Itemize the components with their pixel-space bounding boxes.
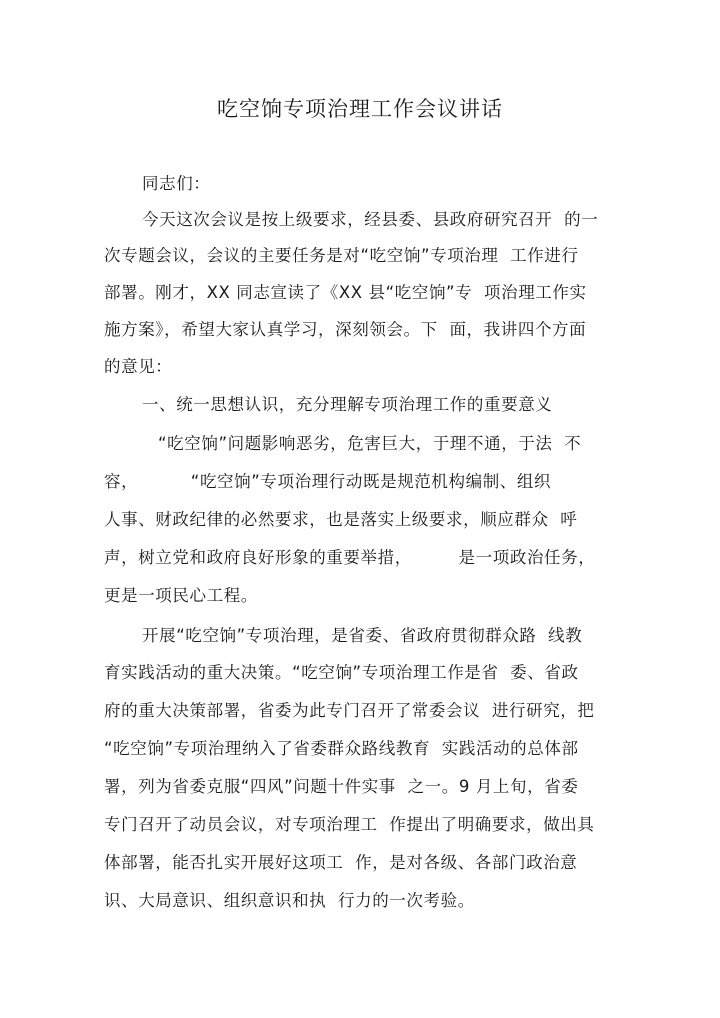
paragraph-line: 的意见： (104, 357, 173, 376)
paragraph-line: 声，树立党和政府良好形象的重要举措， 是一项政治任务， (104, 548, 596, 567)
paragraph-line: 部署。刚才，XX 同志宣读了《XX 县“吃空饷”专 项治理工作实 (104, 283, 587, 302)
paragraph-line: 识、大局意识、组织意识和执 行力的一次考验。 (104, 891, 475, 910)
paragraph-line: 开展“吃空饷”专项治理，是省委、省政府贯彻群众路 线教 (142, 626, 583, 645)
paragraph-line: “吃空饷”专项治理纳入了省委群众路线教育 实践活动的总体部 (104, 739, 579, 758)
paragraph-line: 人事、财政纪律的必然要求，也是落实上级要求，顺应群众 呼 (104, 510, 578, 529)
section-heading: 一、统一思想认识，充分理解专项治理工作的重要意义 (142, 395, 553, 414)
paragraph-line: 施方案》，希望大家认真学习，深刻领会。下 面，我讲四个方面 (104, 320, 587, 339)
paragraph-line: 府的重大决策部署，省委为此专门召开了常委会议 进行研究，把 (104, 701, 595, 720)
paragraph-line: 今天这次会议是按上级要求，经县委、县政府研究召开 的一 (142, 210, 599, 229)
paragraph-line: “吃空饷”问题影响恶劣，危害巨大，于理不通，于法 不 (158, 434, 582, 453)
paragraph-line: 更是一项民心工程。 (104, 586, 258, 605)
paragraph-line: 体部署，能否扎实开展好这项工 作，是对各级、各部门政治意 (104, 853, 578, 872)
paragraph-line: 专门召开了动员会议，对专项治理工 作提出了明确要求，做出具 (104, 815, 595, 834)
paragraph-line: 容， “吃空饷”专项治理行动既是规范机构编制、组织 (104, 472, 552, 491)
paragraph-line: 署，列为省委克服“四风”问题十件实事 之一。9 月上旬，省委 (104, 777, 579, 796)
paragraph-line: 次专题会议，会议的主要任务是对“吃空饷”专项治理 工作进行 (104, 246, 579, 265)
paragraph-line: 育实践活动的重大决策。“吃空饷”专项治理工作是省 委、省政 (104, 663, 579, 682)
document-title: 吃空饷专项治理工作会议讲话 (217, 97, 503, 121)
greeting-line: 同志们： (142, 174, 211, 193)
